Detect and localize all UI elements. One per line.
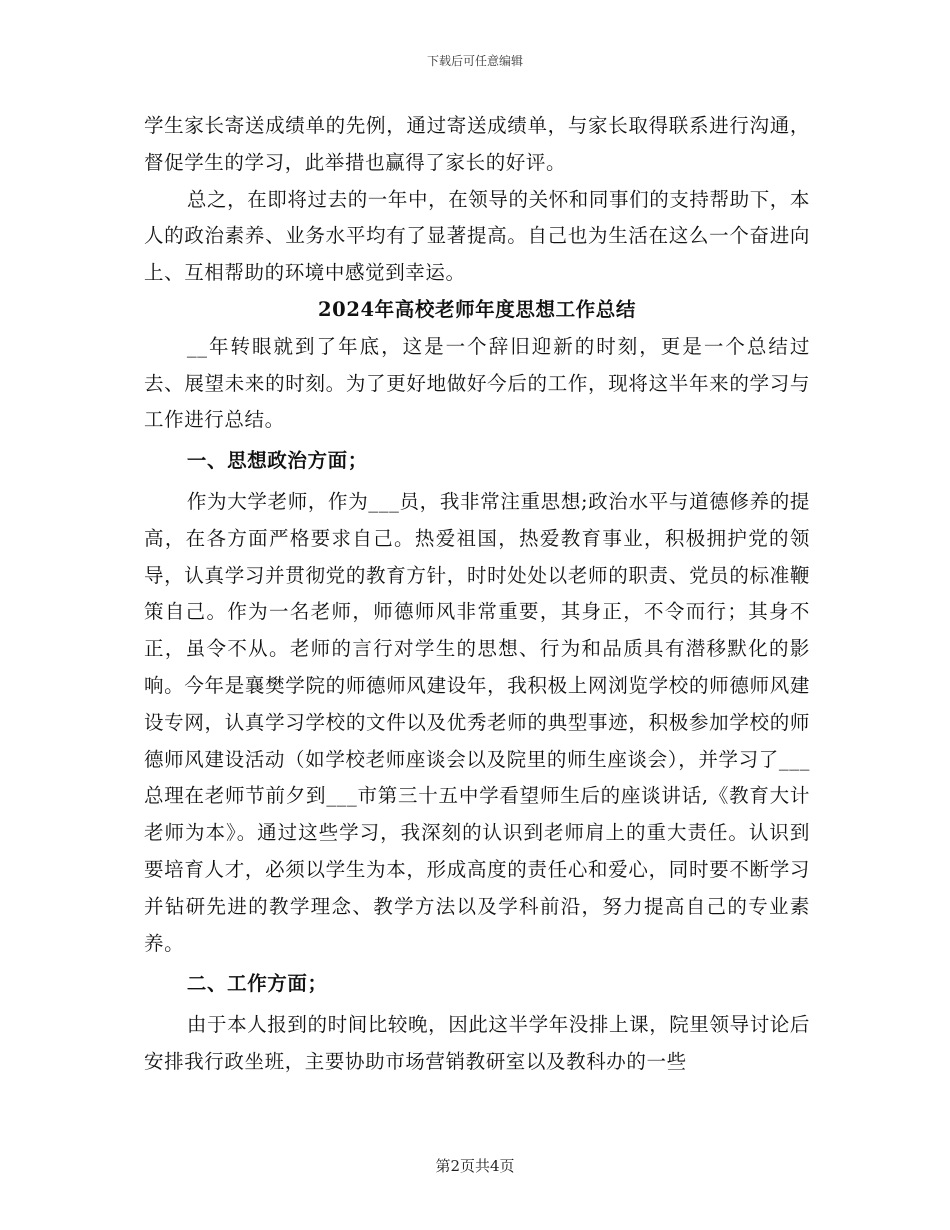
page-header: 下载后可任意编辑 — [426, 54, 523, 68]
page-footer: 第2页共4页 — [435, 1157, 515, 1175]
document-title: 2024年高校老师年度思想工作总结 — [318, 297, 636, 321]
paragraph-continuation: 学生家长寄送成绩单的先例，通过寄送成绩单，与家长取得联系进行沟通，督促学生的学习，此举措也赢得了家长的好评。 — [144, 114, 810, 174]
paragraph-summary: 总之，在即将过去的一年中，在领导的关怀和同事们的支持帮助下，本人的政治素养、业务水平均有了显著提高。自己也为生活在这么一个奋进向上、互相帮助的环境中感觉到幸运。 — [144, 187, 810, 285]
section-heading-political: 一、思想政治方面； — [186, 449, 368, 473]
paragraph-work: 由于本人报到的时间比较晚，因此这半学年没排上课，院里领导讨论后安排我行政坐班，主要协助市场营销教研室以及教科办的一些 — [144, 1013, 810, 1073]
paragraph-political: 作为大学老师，作为___员，我非常注重思想;政治水平与道德修养的提高，在各方面严格要求自己。热爱祖国，热爱教育事业，积极拥护党的领导，认真学习并贯彻党的教育方针，时时处处以老师的职责、党员的标准鞭策自己。作为一名老师，师德师风非常重要，其身正，不令而行；其身不正，虽令不从。老师的言行对学生的思想、行为和品质具有潜移默化的影响。今年是襄樊学院的师德师风建设年，我积极上网浏览学校的师德师风建设专网，认真学习学校的文件以及优秀老师的典型事迹，积极参加学校的师德师风建设活动（如学校老师座谈会以及院里的师生座谈会），并学习了___总理在老师节前夕到___市第三十五中学看望师生后的座谈讲话,《教育大计老师为本》。通过这些学习，我深刻的认识到老师肩上的重大责任。认识到要培育人才，必须以学生为本，形成高度的责任心和爱心，同时要不断学习并钻研先进的教学理念、教学方法以及学科前沿，努力提高自己的专业素养。 — [144, 489, 810, 955]
paragraph-intro: __年转眼就到了年底，这是一个辞旧迎新的时刻，更是一个总结过去、展望未来的时刻。为了更好地做好今后的工作，现将这半年来的学习与工作进行总结。 — [144, 334, 810, 432]
document-body — [144, 108, 810, 1081]
section-heading-work: 二、工作方面； — [186, 972, 328, 996]
